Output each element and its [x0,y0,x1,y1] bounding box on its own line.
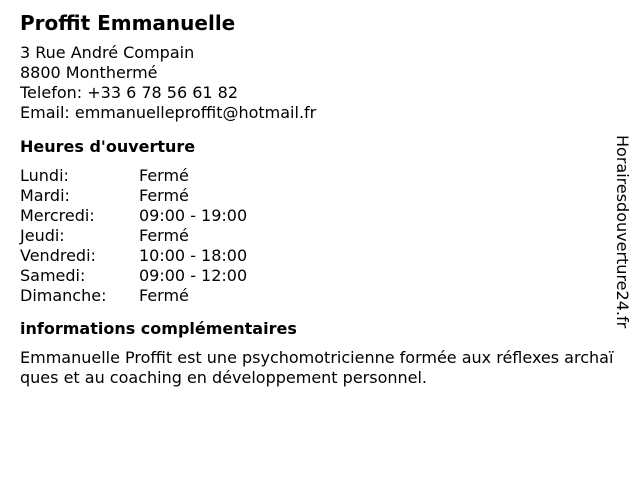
day-label: Lundi: [20,166,69,185]
hours-row [20,266,620,286]
hours-row [20,246,620,266]
day-label: Jeudi: [20,226,65,245]
day-label: Mardi: [20,186,70,205]
day-label: Vendredi: [20,246,96,265]
business-name: Proffit Emmanuelle [20,11,236,35]
day-label: Samedi: [20,266,86,285]
opening-hours-heading: Heures d'ouverture [20,137,196,156]
business-description: Emmanuelle Proffit est une psychomotricienne formée aux réflexes archaïques et au coaching en développement personnel. [20,348,614,387]
time-value: Fermé [139,286,189,305]
opening-hours-table [20,166,620,306]
hours-row [20,226,620,246]
address-line-street: 3 Rue André Compain [20,43,195,62]
day-label: Dimanche: [20,286,107,305]
site-watermark: Horairesdouverture24.fr [613,135,632,329]
email-line: Email: emmanuelleproffit@hotmail.fr [20,103,317,122]
time-value: Fermé [139,186,189,205]
phone-line: Telefon: +33 6 78 56 61 82 [20,83,239,102]
time-value: 10:00 - 18:00 [139,246,248,265]
hours-row [20,166,620,186]
hours-row [20,206,620,226]
business-card [20,10,620,404]
hours-row [20,186,620,206]
time-value: 09:00 - 19:00 [139,206,248,225]
hours-row [20,286,620,306]
time-value: 09:00 - 12:00 [139,266,248,285]
address-line-city: 8800 Monthermé [20,63,158,82]
contact-block [20,43,620,123]
time-value: Fermé [139,226,189,245]
day-label: Mercredi: [20,206,95,225]
additional-info-heading: informations complémentaires [20,319,297,338]
time-value: Fermé [139,166,189,185]
